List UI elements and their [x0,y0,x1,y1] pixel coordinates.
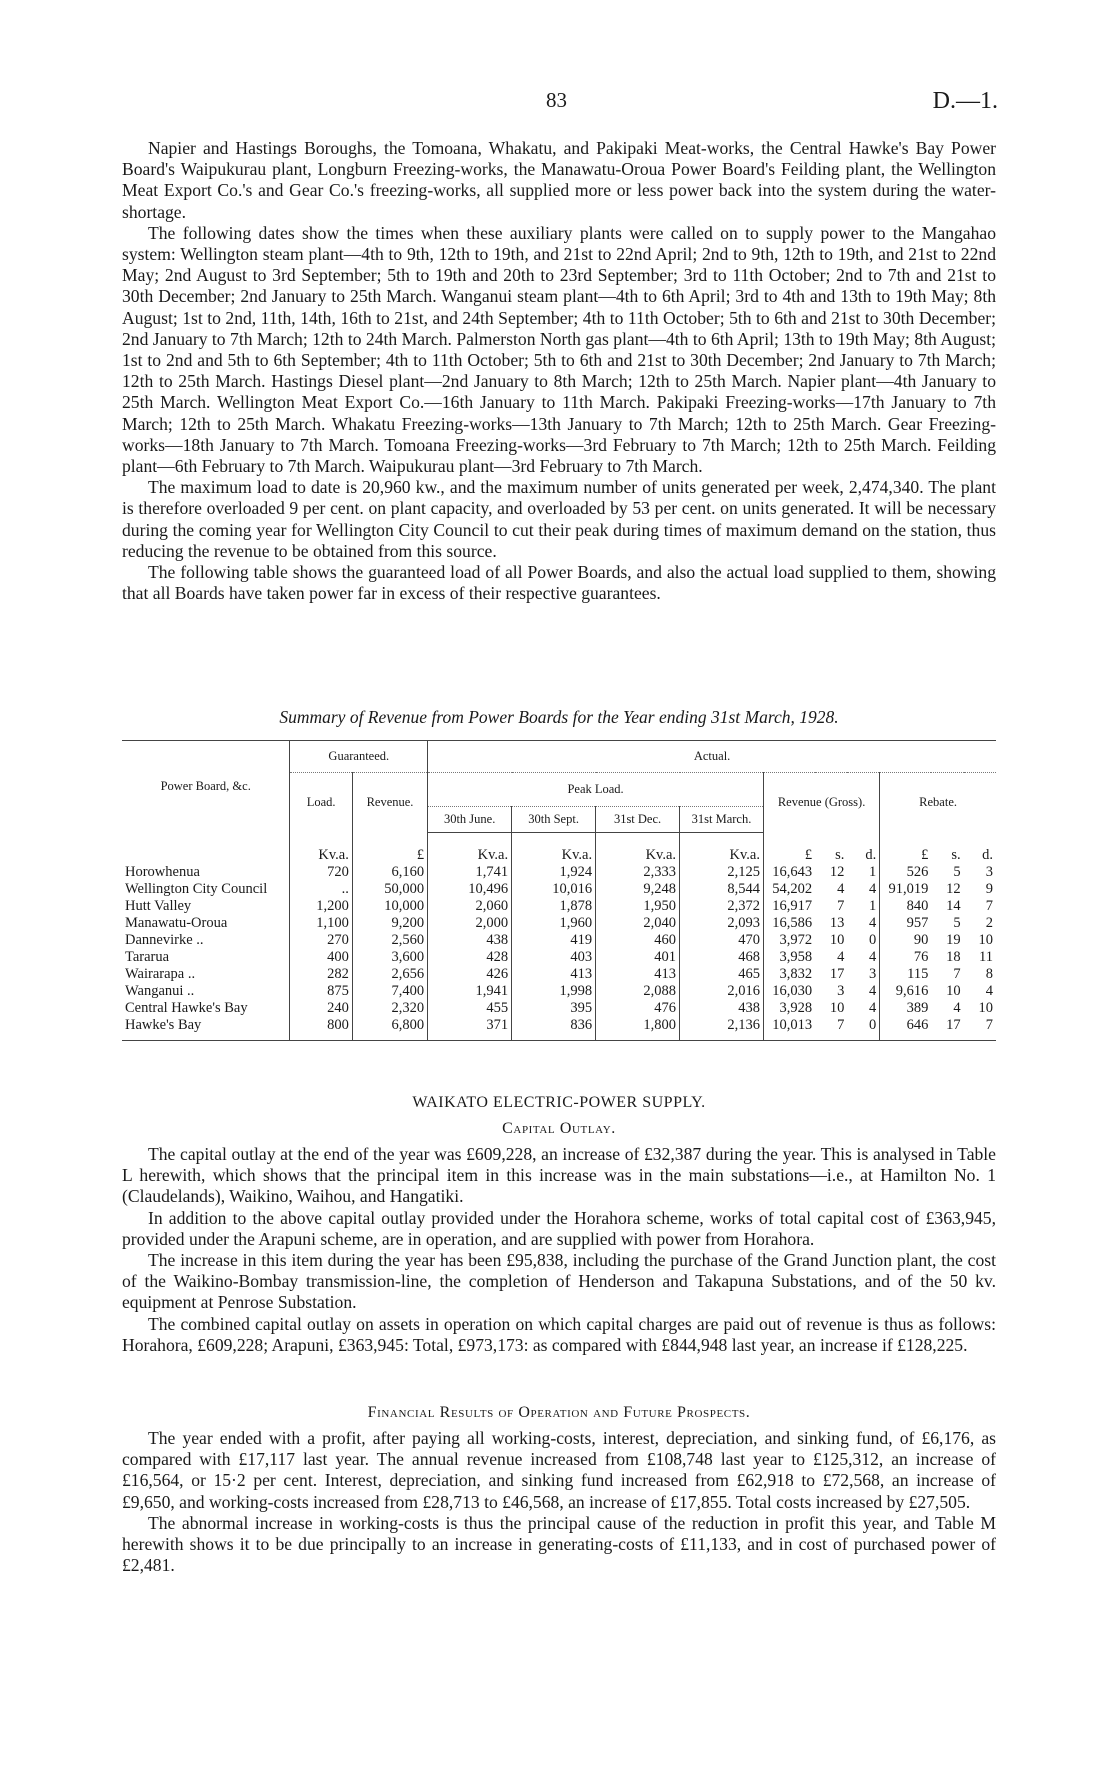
cell-march: 465 [680,966,764,983]
table-row [122,1017,996,1041]
unit: £ [352,833,427,865]
cell-sept: 1,878 [512,898,596,915]
col-actual: Actual. [428,741,996,773]
subsection-heading: Financial Results of Operation and Future Prospects. [367,1404,751,1421]
cell-rl: 9,616 [895,983,929,999]
unit: £ [921,846,929,863]
cell-rl: 646 [880,1017,932,1041]
cell-gs: 17 [829,966,845,982]
col-30th-sept: 30th Sept. [512,807,596,833]
cell-dec: 401 [596,949,680,966]
cell-rs: 19 [946,932,961,948]
cell-rl: 389 [906,1000,929,1016]
cell-rl: 115 [907,966,929,982]
cell-dec: 1,950 [596,898,680,915]
cell-june: 428 [428,949,512,966]
financial-results-text [122,1428,996,1576]
col-peak-load: Peak Load. [428,773,764,807]
unit: d. [982,846,993,863]
cell-sept: 1,960 [512,915,596,932]
cell-sept: 419 [512,932,596,949]
document-code: D.—1. [932,88,998,114]
cell-sept: 1,924 [512,864,596,881]
table-row [122,1000,996,1017]
table-caption: Summary of Revenue from Power Boards for the Year ending 31st March, 1928. [279,707,839,727]
cell-revenue: 2,320 [352,1000,427,1017]
cell-sept: 413 [512,966,596,983]
paragraph: Napier and Hastings Boroughs, the Tomoana, Whakatu, and Pakipaki Meat-works, the Central Hawke's Bay Power Board's Waipukurau plant, Longburn Freezing-works, the Manawatu-Oroua Power Board's Feilding plant, the Wellington Meat Export Co.'s and Gear Co.'s freezing-works, all supplied more or less power back into the system during the water-shortage. [122,138,996,222]
cell-rl: 840 [906,898,929,914]
unit: Kv.a. [512,833,596,865]
cell-june: 426 [428,966,512,983]
cell-gl: 54,202 [772,881,813,897]
cell-gs: 7 [837,898,845,914]
table-row [122,864,996,881]
cell-gs: 7 [815,1017,847,1041]
page-header [0,88,1114,118]
table-row [122,898,996,915]
cell-gd: 0 [847,1017,879,1041]
cell-gl: 3,832 [779,966,813,982]
cell-rl: 76 [913,949,929,965]
cell-dec: 1,800 [596,1017,680,1041]
intro-text [122,138,996,604]
col-revenue: Revenue. [352,773,427,833]
cell-revenue: 2,560 [352,932,427,949]
subsection-heading: Capital Outlay. [502,1120,616,1137]
cell-load: 1,100 [290,915,352,932]
unit: £ [804,846,813,863]
cell-march: 2,016 [680,983,764,1000]
cell-load: 800 [290,1017,352,1041]
cell-dec: 2,088 [596,983,680,1000]
cell-june: 371 [428,1017,512,1041]
cell-june: 438 [428,932,512,949]
cell-rs: 10 [946,983,961,999]
cell-gd: 4 [847,949,879,966]
cell-gl: 16,030 [772,983,813,999]
cell-march: 438 [680,1000,764,1017]
section-heading: WAIKATO ELECTRIC-POWER SUPPLY. [412,1094,706,1111]
cell-june: 455 [428,1000,512,1017]
cell-rs: 18 [946,949,961,965]
cell-gd: 4 [847,915,879,932]
paragraph: The abnormal increase in working-costs is thus the principal cause of the reduction in profit this year, and Table M herewith shows it to be due principally to an increase in generating-costs of £11,133, and in cost of purchased power of £2,481. [122,1512,996,1576]
cell-rs: 5 [953,915,961,931]
cell-rl: 90 [913,932,929,948]
col-31st-march: 31st March. [680,807,764,833]
cell-rd: 2 [985,915,993,931]
cell-gl: 3,972 [779,932,813,948]
cell-june: 10,496 [428,881,512,898]
paragraph: In addition to the above capital outlay provided under the Horahora scheme, works of total capital cost of £363,945, provided under the Arapuni scheme, are in operation, and are supplied with power from Horahora. [122,1207,996,1249]
cell-dec: 2,333 [596,864,680,881]
cell-revenue: 9,200 [352,915,427,932]
unit: s. [951,846,961,863]
paragraph: The following table shows the guaranteed load of all Power Boards, and also the actual load supplied to them, showing that all Boards have taken power far in excess of their respective guarantees. [122,562,996,604]
cell-load: 1,200 [290,898,352,915]
cell-rd: 7 [985,898,993,914]
col-revenue-gross: Revenue (Gross). [763,773,879,833]
paragraph: The year ended with a profit, after paying all working-costs, interest, depreciation, and sinking fund, of £6,176, as compared with £17,117 last year. The annual revenue increased from £108,748 last year to £125,312, an increase of £16,564, or 15·2 per cent. Interest, depreciation, and sinking fund increased from £62,918 to £72,568, an increase of £9,650, and working-costs increased from £28,713 to £46,568, an increase of £17,855. Total costs increased by £27,505. [122,1428,996,1512]
unit: Kv.a. [596,833,680,865]
cell-revenue: 2,656 [352,966,427,983]
cell-rs: 12 [946,881,961,897]
cell-march: 2,125 [680,864,764,881]
cell-dec: 460 [596,932,680,949]
cell-rd: 10 [978,932,993,948]
paragraph: The increase in this item during the year has been £95,838, including the purchase of the Grand Junction plant, the cost of the Waikino-Bombay transmission-line, the completion of Henderson and Takapuna Substations, and of the 50 kv. equipment at Penrose Substation. [122,1250,996,1313]
row-label: Hutt Valley [122,898,290,915]
col-load: Load. [290,773,352,833]
cell-load: 875 [290,983,352,1000]
unit: d. [847,833,879,865]
cell-rl: 91,019 [888,881,929,897]
table-row [122,966,996,983]
cell-dec: 2,040 [596,915,680,932]
cell-rs: 5 [953,864,961,880]
cell-gs: 12 [829,864,845,880]
cell-revenue: 10,000 [352,898,427,915]
col-rebate: Rebate. [919,795,958,810]
cell-rd: 3 [985,864,993,880]
table-row [122,915,996,932]
paragraph: The combined capital outlay on assets in operation on which capital charges are paid out of revenue is thus as follows: Horahora, £609,228; Arapuni, £363,945: Total, £973,173: as compared with £844,948 last year, an increase if £128,225. [122,1313,996,1355]
cell-rl: 957 [906,915,929,931]
cell-revenue: 7,400 [352,983,427,1000]
cell-june: 1,941 [428,983,512,1000]
table-row [122,881,996,898]
cell-gs: 4 [837,949,845,965]
cell-gl: 16,643 [772,864,813,880]
unit: s. [835,846,845,863]
cell-revenue: 6,800 [352,1017,427,1041]
cell-gs: 10 [829,1000,845,1016]
cell-rd: 9 [985,881,993,897]
cell-gl: 16,586 [772,915,813,931]
cell-rd: 11 [979,949,993,965]
cell-march: 2,372 [680,898,764,915]
col-guaranteed: Guaranteed. [290,741,428,773]
table-row [122,983,996,1000]
cell-gd: 3 [847,966,879,983]
cell-june: 2,060 [428,898,512,915]
cell-june: 2,000 [428,915,512,932]
cell-gl: 3,928 [779,1000,813,1016]
cell-march: 468 [680,949,764,966]
cell-load: 270 [290,932,352,949]
cell-load: 720 [290,864,352,881]
cell-march: 470 [680,932,764,949]
cell-gl: 10,013 [763,1017,815,1041]
cell-gs: 13 [829,915,845,931]
cell-load: 282 [290,966,352,983]
cell-march: 8,544 [680,881,764,898]
cell-sept: 403 [512,949,596,966]
row-label: Horowhenua [122,864,290,881]
col-31st-dec: 31st Dec. [596,807,680,833]
units-row [122,833,996,865]
row-label: Wellington City Council [122,881,290,898]
cell-rd: 8 [985,966,993,982]
cell-rs: 7 [953,966,961,982]
unit: Kv.a. [290,833,352,865]
cell-load: 400 [290,949,352,966]
cell-sept: 836 [512,1017,596,1041]
cell-dec: 476 [596,1000,680,1017]
paragraph: The maximum load to date is 20,960 kw., and the maximum number of units generated per week, 2,474,340. The plant is therefore overloaded 9 per cent. on plant capacity, and overloaded by 53 per cent. on units generated. It will be necessary during the coming year for Wellington City Council to cut their peak during times of maximum demand on the station, thus reducing the revenue to be obtained from this source. [122,477,996,561]
cell-gs: 3 [837,983,845,999]
row-label: Hawke's Bay [122,1017,290,1041]
cell-gd: 4 [847,1000,879,1017]
cell-rs: 17 [931,1017,963,1041]
cell-march: 2,093 [680,915,764,932]
cell-gd: 4 [847,881,879,898]
row-label: Tararua [122,949,290,966]
capital-outlay-text [122,1144,996,1356]
cell-gs: 4 [837,881,845,897]
cell-gs: 10 [829,932,845,948]
cell-gd: 1 [847,898,879,915]
table-row [122,932,996,949]
cell-gl: 3,958 [779,949,813,965]
row-label: Wanganui .. [122,983,290,1000]
cell-gl: 16,917 [772,898,813,914]
cell-gd: 4 [847,983,879,1000]
row-label: Dannevirke .. [122,932,290,949]
paragraph: The capital outlay at the end of the year was £609,228, an increase of £32,387 during the year. This is analysed in Table L herewith, which shows that the principal item in this increase was in the main substations—i.e., at Hamilton No. 1 (Claudelands), Waikino, Waihou, and Hangatiki. [122,1144,996,1207]
row-label: Wairarapa .. [122,966,290,983]
page-number: 83 [546,88,567,112]
cell-revenue: 6,160 [352,864,427,881]
cell-rd: 7 [964,1017,996,1041]
cell-revenue: 50,000 [352,881,427,898]
row-label: Manawatu-Oroua [122,915,290,932]
cell-rd: 10 [978,1000,993,1016]
paragraph: The following dates show the times when these auxiliary plants were called on to supply power to the Mangahao system: Wellington steam plant—4th to 9th, 12th to 19th, and 21st to 22nd April; 2nd to 9th, 12th to 19th, and 21st to 22nd May; 2nd August to 3rd September; 5th to 19th and 20th to 23rd September; 3rd to 11th October; 2nd to 7th and 21st to 30th December; 2nd January to 25th March. Wanganui steam plant—4th to 6th April; 3rd to 4th and 13th to 19th May; 8th August; 1st to 2nd, 11th, 14th, 16th to 21st, and 24th September; 4th to 11th October; 5th to 6th and 21st to 30th December; 2nd January to 7th March; 12th to 24th March. Palmerston North gas plant—4th to 6th April; 13th to 19th May; 8th August; 1st to 2nd and 5th to 6th September; 4th to 11th October; 5th to 6th and 21st to 30th December; 2nd January to 7th March; 12th to 25th March. Hastings Diesel plant—2nd January to 8th March; 12th to 25th March. Napier plant—4th January to 25th March. Wellington Meat Export Co.—16th January to 11th March. Pakipaki Freezing-works—17th January to 7th March; 12th to 25th March. Whakatu Freezing-works—13th January to 7th March; 12th to 25th March. Gear Freezing-works—18th January to 7th March. Tomoana Freezing-works—3rd February to 7th March; 12th to 25th March. Feilding plant—6th February to 7th March. Waipukurau plant—3rd February to 7th March. [122,222,996,477]
cell-rl: 526 [906,864,929,880]
cell-june: 1,741 [428,864,512,881]
cell-gd: 0 [847,932,879,949]
cell-rs: 14 [946,898,961,914]
cell-dec: 413 [596,966,680,983]
col-power-board: Power Board, &c. [122,741,290,833]
cell-gd: 1 [847,864,879,881]
row-label: Central Hawke's Bay [122,1000,290,1017]
cell-rd: 4 [985,983,993,999]
cell-march: 2,136 [680,1017,764,1041]
cell-sept: 10,016 [512,881,596,898]
revenue-summary-table [122,740,996,1041]
cell-load: .. [290,881,352,898]
unit: Kv.a. [680,833,764,865]
cell-dec: 9,248 [596,881,680,898]
cell-revenue: 3,600 [352,949,427,966]
cell-sept: 395 [512,1000,596,1017]
table-row [122,949,996,966]
cell-load: 240 [290,1000,352,1017]
cell-sept: 1,998 [512,983,596,1000]
col-30th-june: 30th June. [428,807,512,833]
unit: Kv.a. [428,833,512,865]
cell-rs: 4 [953,1000,961,1016]
